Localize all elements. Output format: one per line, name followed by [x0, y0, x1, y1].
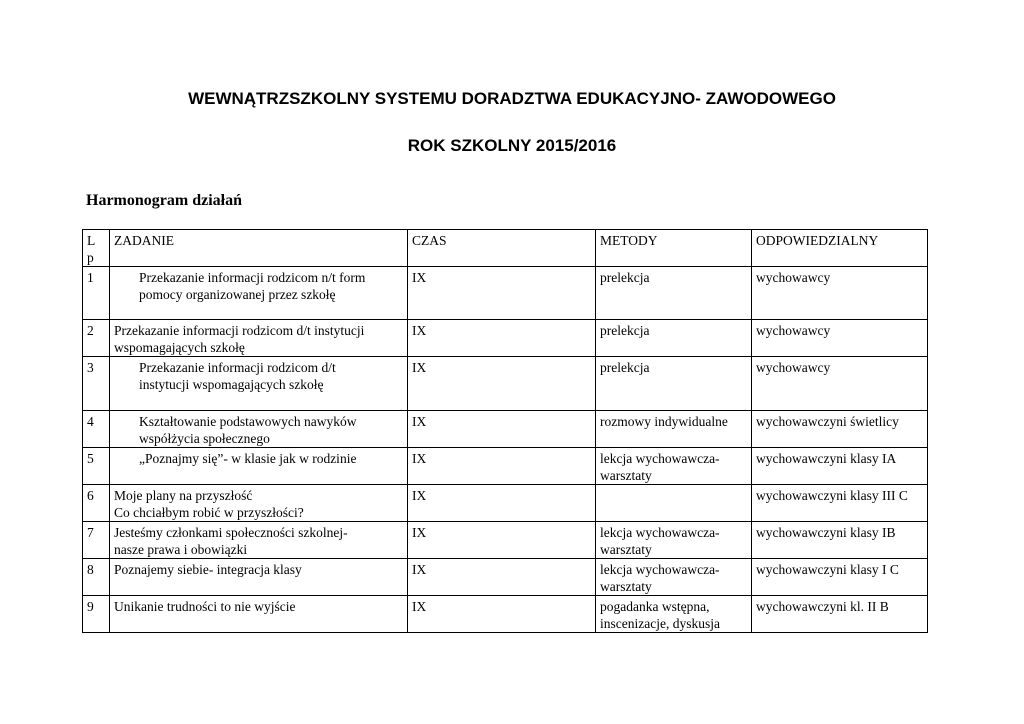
cell-time: IX: [408, 357, 596, 411]
task-line: Co chciałbym robić w przyszłości?: [114, 505, 304, 520]
cell-methods: [596, 485, 752, 522]
cell-methods: prelekcja: [596, 320, 752, 357]
header-methods: METODY: [596, 230, 752, 267]
cell-methods: prelekcja: [596, 267, 752, 320]
methods-line: warsztaty: [600, 542, 652, 557]
methods-line: lekcja wychowawcza-: [600, 562, 720, 577]
table-row: [83, 485, 928, 522]
cell-lp: 9: [83, 596, 110, 633]
table-row: [83, 522, 928, 559]
cell-lp: 3: [83, 357, 110, 411]
cell-task: [110, 522, 408, 559]
task-line: Jesteśmy członkami społeczności szkolnej-: [114, 525, 348, 540]
task-line: instytucji wspomagających szkołę: [139, 377, 324, 392]
task-line: Przekazanie informacji rodzicom d/t instytucji: [114, 323, 365, 338]
methods-line: inscenizacje, dyskusja: [600, 616, 720, 631]
header-task: ZADANIE: [110, 230, 408, 267]
cell-time: IX: [408, 267, 596, 320]
cell-lp: 6: [83, 485, 110, 522]
cell-methods: [596, 448, 752, 485]
cell-methods: prelekcja: [596, 357, 752, 411]
cell-methods: rozmowy indywidualne: [596, 411, 752, 448]
cell-task: [110, 411, 408, 448]
cell-lp: 5: [83, 448, 110, 485]
cell-time: IX: [408, 411, 596, 448]
cell-responsible: wychowawczyni świetlicy: [752, 411, 928, 448]
task-line: Przekazanie informacji rodzicom n/t form: [139, 270, 366, 285]
methods-line: lekcja wychowawcza-: [600, 525, 720, 540]
cell-responsible: wychowawczyni klasy IA: [752, 448, 928, 485]
cell-task: [110, 485, 408, 522]
task-line: Kształtowanie podstawowych nawyków: [139, 414, 357, 429]
task-line: pomocy organizowanej przez szkołę: [139, 287, 336, 302]
methods-line: lekcja wychowawcza-: [600, 451, 720, 466]
cell-responsible: wychowawczyni klasy III C: [752, 485, 928, 522]
cell-responsible: wychowawcy: [752, 320, 928, 357]
header-lp-line1: L: [87, 233, 96, 248]
table-row: [83, 357, 928, 411]
task-line: Przekazanie informacji rodzicom d/t: [139, 360, 336, 375]
cell-task: [110, 559, 408, 596]
task-line: współżycia społecznego: [139, 431, 270, 446]
header-lp-line2: p: [87, 250, 94, 265]
cell-lp: 1: [83, 267, 110, 320]
cell-time: IX: [408, 485, 596, 522]
cell-time: IX: [408, 559, 596, 596]
cell-task: [110, 320, 408, 357]
cell-lp: 8: [83, 559, 110, 596]
table-row: [83, 411, 928, 448]
cell-responsible: wychowawczyni kl. II B: [752, 596, 928, 633]
methods-line: warsztaty: [600, 579, 652, 594]
task-line: wspomagających szkołę: [114, 340, 245, 355]
task-line: Moje plany na przyszłość: [114, 488, 253, 503]
cell-methods: [596, 559, 752, 596]
cell-time: IX: [408, 320, 596, 357]
table-row: [83, 267, 928, 320]
schedule-table: [82, 229, 928, 633]
cell-methods: [596, 522, 752, 559]
table-row: [83, 559, 928, 596]
cell-time: IX: [408, 596, 596, 633]
cell-task: [110, 357, 408, 411]
document-title: WEWNĄTRZSZKOLNY SYSTEMU DORADZTWA EDUKACYJNO- ZAWODOWEGO: [188, 89, 836, 108]
task-line: Poznajemy siebie- integracja klasy: [114, 562, 302, 577]
cell-responsible: wychowawczyni klasy I C: [752, 559, 928, 596]
header-lp: [83, 230, 110, 267]
cell-responsible: wychowawczyni klasy IB: [752, 522, 928, 559]
task-line: „Poznajmy się”- w klasie jak w rodzinie: [139, 451, 357, 466]
cell-time: IX: [408, 522, 596, 559]
table-row: [83, 596, 928, 633]
section-heading: Harmonogram działań: [86, 192, 242, 209]
cell-task: [110, 596, 408, 633]
cell-time: IX: [408, 448, 596, 485]
cell-lp: 7: [83, 522, 110, 559]
methods-line: warsztaty: [600, 468, 652, 483]
cell-responsible: wychowawcy: [752, 357, 928, 411]
methods-line: pogadanka wstępna,: [600, 599, 710, 614]
cell-lp: 4: [83, 411, 110, 448]
table-row: [83, 448, 928, 485]
header-responsible: ODPOWIEDZIALNY: [752, 230, 928, 267]
cell-task: [110, 267, 408, 320]
task-line: nasze prawa i obowiązki: [114, 542, 248, 557]
cell-lp: 2: [83, 320, 110, 357]
school-year-title: ROK SZKOLNY 2015/2016: [407, 136, 617, 155]
task-line: Unikanie trudności to nie wyjście: [114, 599, 296, 614]
cell-responsible: wychowawcy: [752, 267, 928, 320]
cell-task: [110, 448, 408, 485]
header-time: CZAS: [408, 230, 596, 267]
table-row: [83, 320, 928, 357]
table-header-row: [83, 230, 928, 267]
cell-methods: [596, 596, 752, 633]
